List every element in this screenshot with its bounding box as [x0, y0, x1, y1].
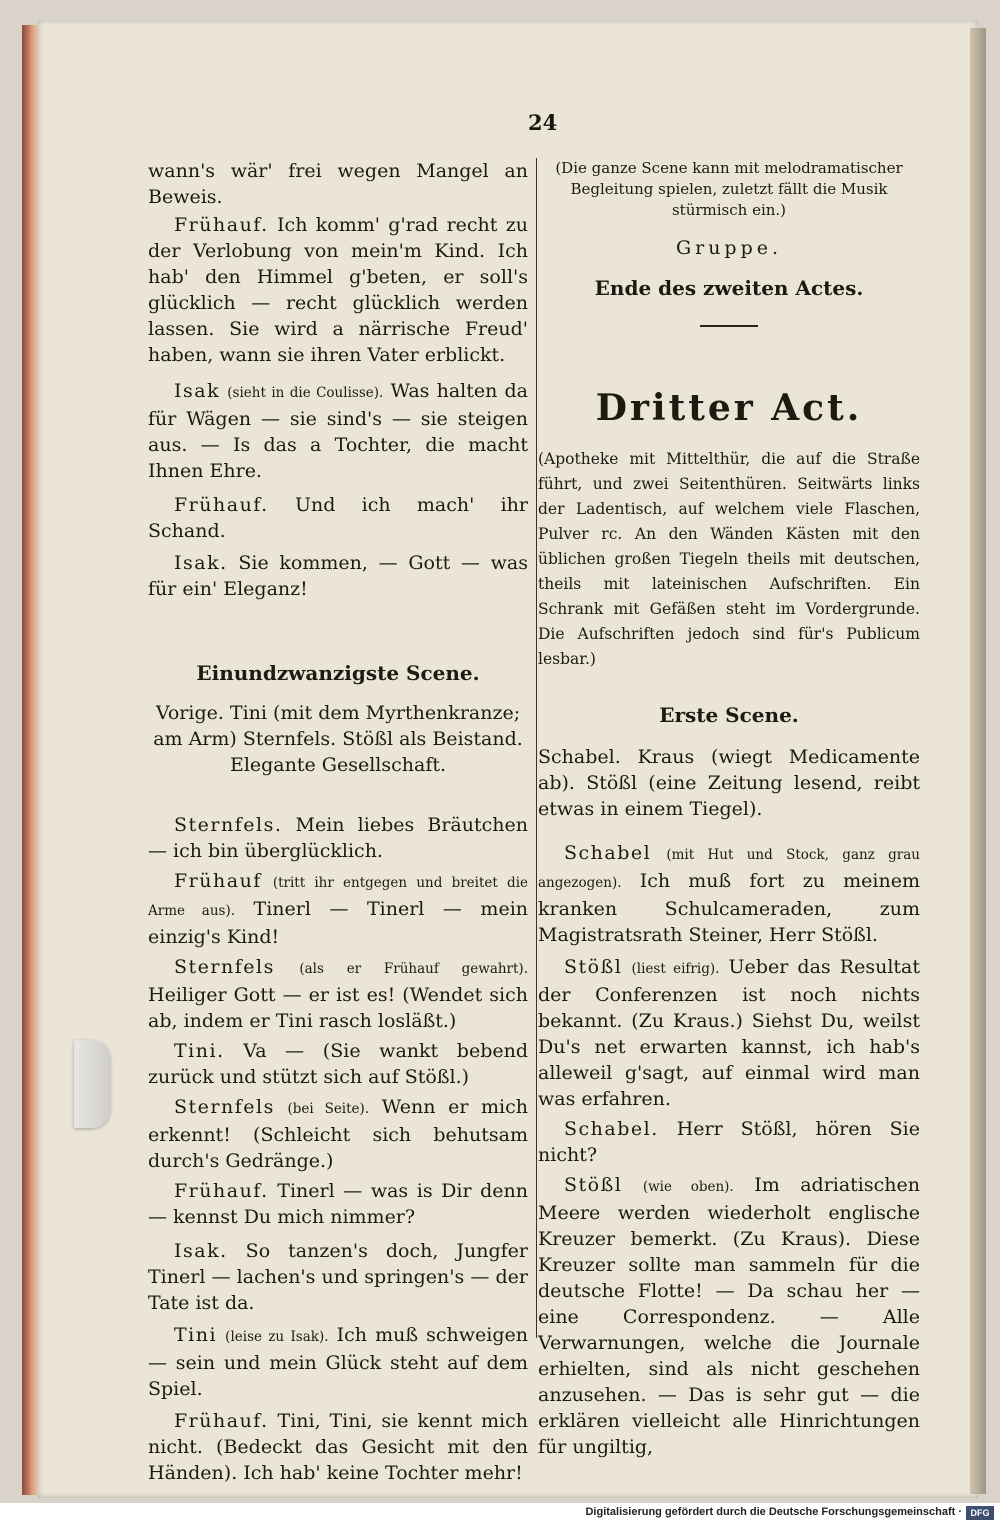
cast-list: Schabel. Kraus (wiegt Medicamente ab). Stößl (eine Zeitung lesend, reibt etwas in einem Tiegel).: [538, 746, 920, 820]
speech: Tini. Va — (Sie wankt bebend zurück und stützt sich auf Stößl.): [148, 1040, 529, 1088]
speech: Isak. Sie kommen, — Gott — was für ein' Eleganz!: [148, 552, 528, 600]
page-edge-right: [970, 28, 986, 1494]
group-label: Gruppe.: [675, 237, 783, 259]
book-spine-edge: [22, 25, 38, 1495]
page-clip-tab: [74, 1040, 110, 1128]
speech: Frühauf. Tini, Tini, sie kennt mich nicht. (Bedeckt das Gesicht mit den Händen). Ich hab' keine Tochter mehr!: [148, 1410, 528, 1484]
speech: Frühauf. Tinerl — was is Dir denn — kennst Du mich nimmer?: [148, 1180, 528, 1228]
stage-direction: (Apotheke mit Mittelthür, die auf die Straße führt, und zwei Seitenthüren. Seitwärts links der Ladentisch, auf welchem viele Flaschen, Pulver rc. An den Wänden Kästen mit den üblichen großen Tiegeln theils mit deutschen, theils mit lateinischen Aufschriften. Ein Schrank mit Gefäßen steht im Vordergrunde. Die Aufschriften jedoch sind für's Publicum lesbar.): [538, 450, 920, 668]
speech: Frühauf (tritt ihr entgegen und breitet die Arme aus). Tinerl — Tinerl — mein einzig's Kind!: [148, 870, 529, 948]
dfg-logo: DFG: [966, 1506, 994, 1520]
act-end-heading: Ende des zweiten Actes.: [594, 276, 864, 300]
speech: Schabel (mit Hut und Stock, ganz grau angezogen). Ich muß fort zu meinem kranken Schulcameraden, zum Magistratsrath Steiner, Herr Stößl.: [538, 842, 920, 946]
scene-heading: Erste Scene.: [659, 703, 799, 727]
speech: Frühauf. Ich komm' g'rad recht zu der Verlobung von mein'm Kind. Ich hab' den Himmel g'beten, er soll's glücklich — recht glücklich werden lassen. Sie wird a närrische Freud' haben, wann sie ihren Vater erblickt.: [148, 214, 529, 366]
speech: Isak. So tanzen's doch, Jungfer Tinerl — lachen's und springen's — der Tate ist da.: [148, 1240, 528, 1314]
speech: Sternfels (als er Frühauf gewahrt). Heiliger Gott — er ist es! (Wendet sich ab, indem er Tini rasch losläßt.): [148, 956, 528, 1032]
column-divider: [536, 158, 537, 1338]
speech: Sternfels (bei Seite). Wenn er mich erkennt! (Schleicht sich behutsam durch's Gedränge.): [148, 1096, 529, 1172]
scene-heading: Einundzwanzigste Scene.: [196, 661, 480, 685]
speech: Isak (sieht in die Coulisse). Was halten da für Wägen — sie sind's — sie steigen aus. — Is das a Tochter, die macht Ihnen Ehre.: [148, 380, 528, 482]
speech: Frühauf. Und ich mach' ihr Schand.: [148, 494, 529, 542]
text-line: wann's wär' frei wegen Mangel an Beweis.: [148, 160, 528, 208]
separator-rule: [700, 325, 758, 327]
cast-list: Vorige. Tini (mit dem Myrthenkranze; am Arm) Sternfels. Stößl als Beistand. Elegante Gesellschaft.: [153, 702, 523, 776]
speech: Schabel. Herr Stößl, hören Sie nicht?: [538, 1118, 920, 1166]
speech: Tini (leise zu Isak). Ich muß schweigen — sein und mein Glück steht auf dem Spiel.: [148, 1324, 528, 1400]
left-column: [148, 158, 528, 1486]
speech: Sternfels. Mein liebes Bräutchen — ich bin überglücklich.: [148, 814, 528, 862]
page-number: 24: [528, 110, 558, 135]
act-title: Dritter Act.: [595, 387, 863, 429]
footer-bar: [0, 1503, 1000, 1523]
stage-note: (Die ganze Scene kann mit melodramatischer Begleitung spielen, zuletzt fällt die Musik stürmisch ein.): [555, 159, 903, 219]
speech: Stößl (wie oben). Im adriatischen Meere werden wiederholt englische Kreuzer bemerkt. (Zu Kraus). Diese Kreuzer sollte man sammeln für die deutsche Flotte! — Da schau her — eine Correspondenz. — Alle Verwarnungen, welche die Journale erhielten, sind als nicht geschehen anzusehen. — Das is sehr gut — die erklären vielleicht alle Hinrichtungen für ungiltig,: [538, 1174, 920, 1458]
speech: Stößl (liest eifrig). Ueber das Resultat der Conferenzen ist noch nichts bekannt. (Zu Kraus.) Siehst Du, weilst Du's net erwarten kannst, ich hab's alleweil g'sagt, auf einmal wird man was erfahren.: [538, 956, 921, 1110]
footer-credit: Digitalisierung gefördert durch die Deutsche Forschungsgemeinschaft ·: [585, 1506, 962, 1518]
right-column: [538, 158, 920, 1460]
